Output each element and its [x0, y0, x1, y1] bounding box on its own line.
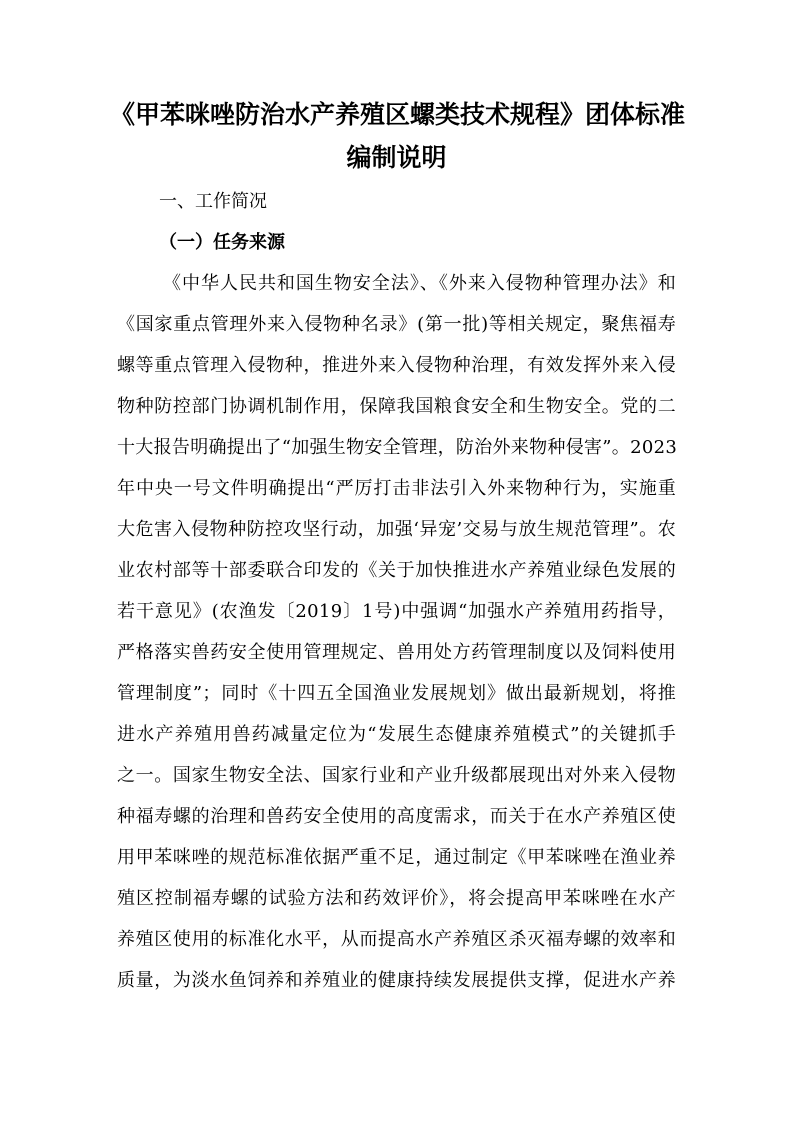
paragraph-line: 质量，为淡水鱼饲养和养殖业的健康持续发展提供支撑，促进水产养 [117, 970, 676, 991]
section-heading: 一、工作简况 [159, 191, 267, 212]
paragraph-line: 螺等重点管理入侵物种，推进外来入侵物种治理，有效发挥外来入侵 [117, 355, 676, 376]
paragraph-line: 若干意见》(农渔发〔2019〕1号)中强调“加强水产养殖用药指导， [117, 601, 676, 622]
paragraph-line: 严格落实兽药安全使用管理规定、兽用处方药管理制度以及饲料使用 [117, 642, 676, 663]
paragraph-line: 之一。国家生物安全法、国家行业和产业升级都展现出对外来入侵物 [117, 765, 676, 786]
paragraph-line: 十大报告明确提出了“加强生物安全管理，防治外来物种侵害”。2023 [117, 437, 678, 458]
paragraph-line: 用甲苯咪唑的规范标准依据严重不足，通过制定《甲苯咪唑在渔业养 [117, 847, 676, 868]
paragraph-line: 种福寿螺的治理和兽药安全使用的高度需求，而关于在水产养殖区使 [117, 806, 676, 827]
paragraph-line: 殖区控制福寿螺的试验方法和药效评价》，将会提高甲苯咪唑在水产 [117, 888, 676, 909]
paragraph-line: 养殖区使用的标准化水平，从而提高水产养殖区杀灭福寿螺的效率和 [117, 929, 676, 950]
paragraph-line: 年中央一号文件明确提出“严厉打击非法引入外来物种行为，实施重 [117, 478, 676, 499]
subsection-heading: （一）任务来源 [159, 232, 285, 253]
paragraph-line: 物种防控部门协调机制作用，保障我国粮食安全和生物安全。党的二 [117, 396, 676, 417]
paragraph-line: 大危害入侵物种防控攻坚行动，加强‘异宠’交易与放生规范管理”。农 [117, 519, 676, 540]
paragraph-line: 管理制度”；同时《十四五全国渔业发展规划》做出最新规划，将推 [117, 683, 676, 704]
document-title-line-1: 《甲苯咪唑防治水产养殖区螺类技术规程》团体标准 [110, 100, 686, 129]
paragraph-line: 《中华人民共和国生物安全法》、《外来入侵物种管理办法》和 [163, 273, 676, 294]
paragraph-line: 《国家重点管理外来入侵物种名录》(第一批)等相关规定，聚焦福寿 [117, 314, 676, 335]
document-title-line-2: 编制说明 [346, 143, 447, 172]
paragraph-line: 进水产养殖用兽药减量定位为“发展生态健康养殖模式”的关键抓手 [117, 724, 676, 745]
paragraph-line: 业农村部等十部委联合印发的《关于加快推进水产养殖业绿色发展的 [117, 560, 676, 581]
